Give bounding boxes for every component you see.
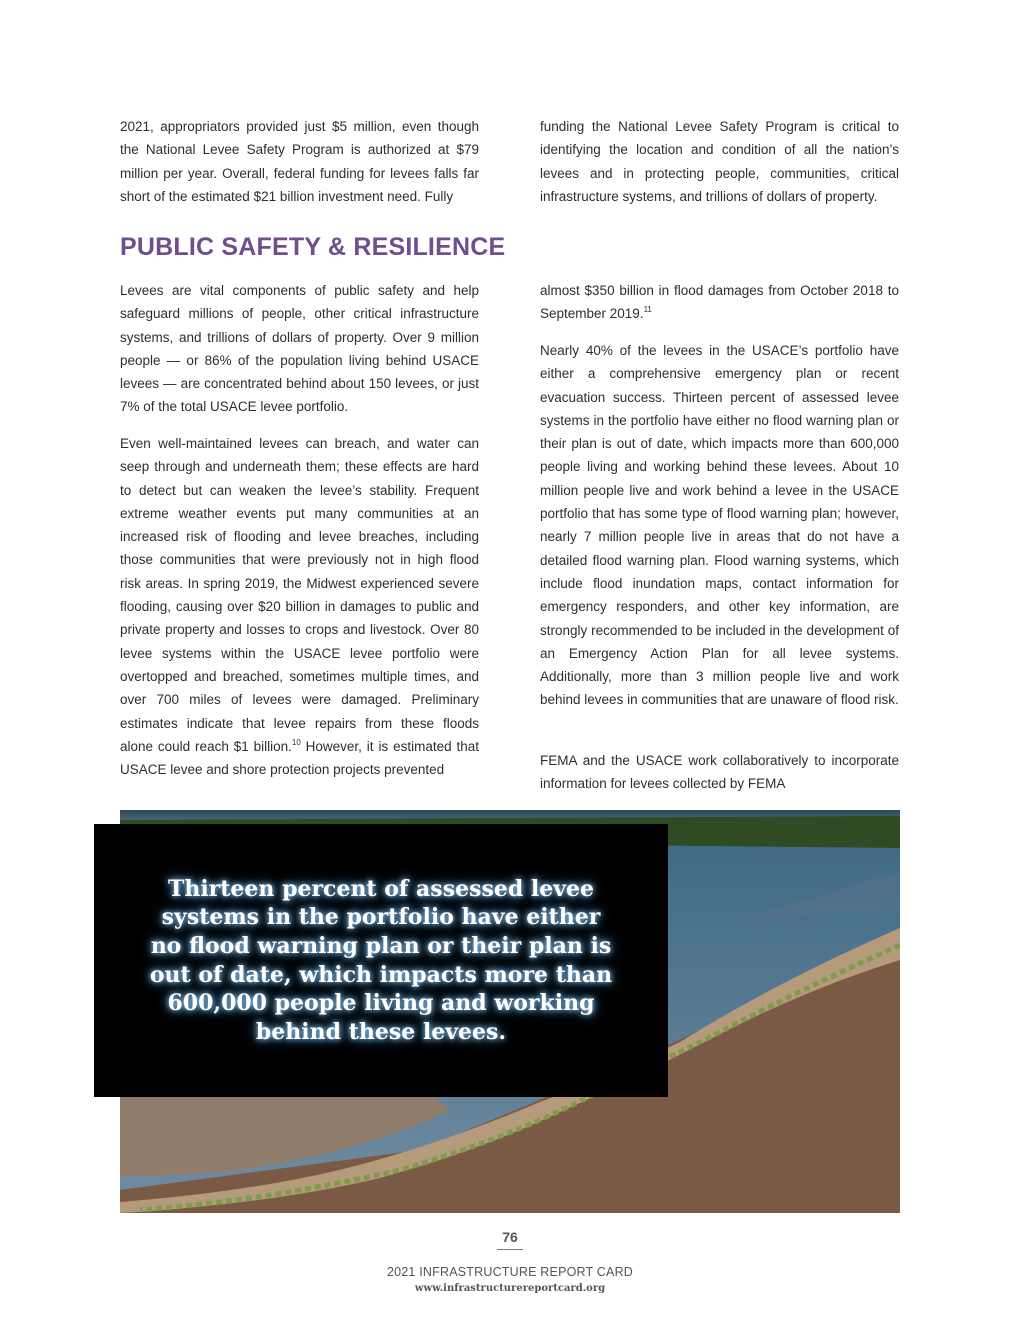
- right-paragraph-2: Nearly 40% of the levees in the USACE’s portfolio have either a comprehensive emergency plan or recent evacuation success. Thirteen percent of assessed levee systems in the portfolio have either no flood warning plan or their plan is out of date, which impacts more than 600,000 people living and working behind these levees. About 10 million people live and work behind a levee in the USACE portfolio that has some type of flood warning plan; however, nearly 7 million people live in areas that do not have a detailed flood warning plan. Flood warning systems, which include flood inundation maps, contact information for emergency responders, and other key information, are strongly recommended to be included in the development of an Emergency Action Plan for all levee systems. Additionally, more than 3 million people live and work behind levees in communities that are unaware of flood risk.: [540, 343, 899, 708]
- footnote-ref-10[interactable]: 10: [291, 737, 301, 747]
- page-number: 76: [502, 1229, 518, 1245]
- callout-box: [94, 824, 668, 1097]
- callout-quote: Thirteen percent of assessed levee systems in the portfolio have either no flood warning plan or their plan is out of date, which impacts more than 600,000 people living and working behind these levees.: [149, 875, 613, 1045]
- left-paragraph-2-text: Even well-maintained levees can breach, and water can seep through and underneath them; these effects are hard to detect but can weaken the levee’s stability. Frequent extreme weather events put many communities at an increased risk of flooding and levee breaches, including those communities that were previously not in high flood risk areas. In spring 2019, the Midwest experienced severe flooding, causing over $20 billion in damages to public and private property and losses to crops and livestock. Over 80 levee systems within the USACE levee portfolio were overtopped and breached, sometimes multiple times, and over 700 miles of levees were damaged. Preliminary estimates indicate that levee repairs from these floods alone could reach $1 billion.: [120, 436, 479, 754]
- left-paragraph-2: [120, 432, 479, 781]
- right-paragraph-1-text: almost $350 billion in flood damages from October 2018 to September 2019.: [540, 283, 899, 322]
- left-paragraph-1: Levees are vital components of public safety and help safeguard millions of people, other critical infrastructure systems, and trillions of dollars of property. Over 9 million people — or 86% of the population living behind USACE levees — are concentrated behind about 150 levees, or just 7% of the total USACE levee portfolio.: [120, 283, 479, 415]
- footnote-ref-11[interactable]: 11: [643, 305, 652, 315]
- footer-title: 2021 INFRASTRUCTURE REPORT CARD: [386, 1265, 634, 1279]
- left-paragraph-2-tail: However, it is estimated that USACE levee and shore protection projects prevented: [120, 738, 479, 778]
- section-heading: PUBLIC SAFETY & RESILIENCE: [120, 233, 506, 261]
- top-right-paragraph: funding the National Levee Safety Program is critical to identifying the location and condition of all the nation’s levees and in protecting people, communities, critical infrastructure systems, and trillions of dollars of property.: [540, 119, 899, 204]
- top-left-paragraph: 2021, appropriators provided just $5 million, even though the National Levee Safety Program is authorized at $79 million per year. Overall, federal funding for levees falls far short of the estimated $21 billion investment need. Fully: [120, 119, 479, 204]
- right-paragraph-1: [540, 279, 899, 326]
- page-number-underline: [497, 1249, 523, 1250]
- footer-url-link[interactable]: www.infrastructurereportcard.org: [414, 1283, 606, 1294]
- right-paragraph-3: FEMA and the USACE work collaboratively to incorporate information for levees collected by FEMA: [540, 753, 899, 792]
